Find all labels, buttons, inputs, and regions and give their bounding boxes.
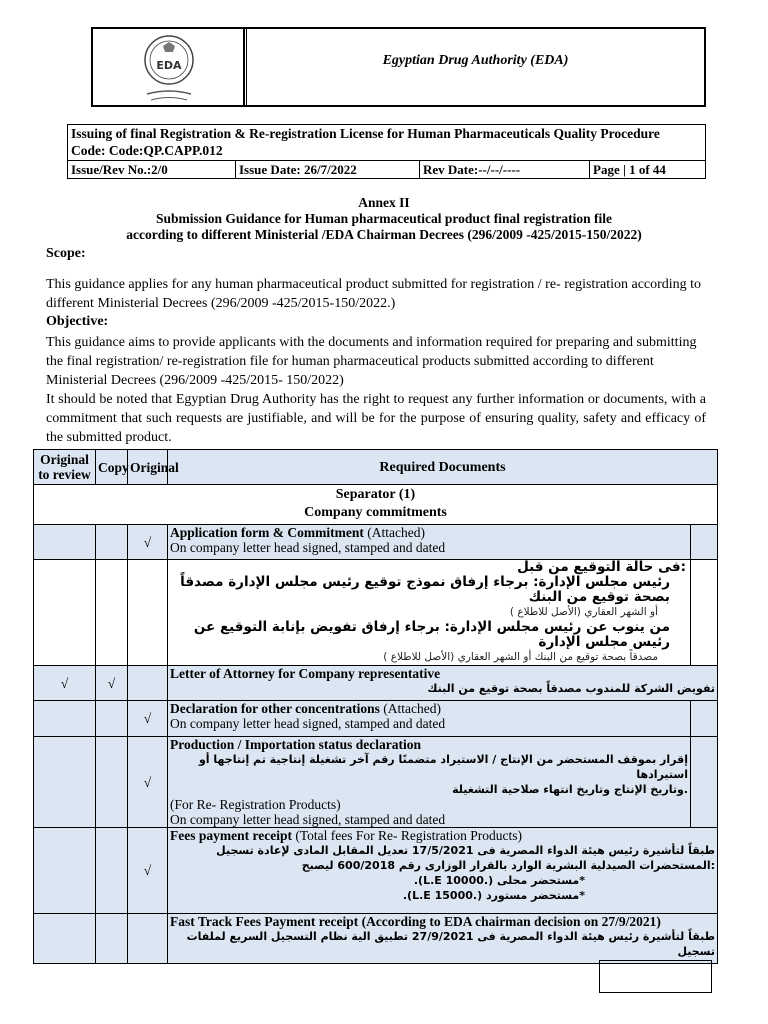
issue-date: Issue Date: 26/7/2022 — [235, 161, 419, 178]
annex-title-1: Submission Guidance for Human pharmaceutical product final registration file — [155, 211, 613, 226]
doc-title: Fast Track Fees Payment receipt (According to EDA chairman decision on 27/9/2021) — [170, 914, 661, 929]
col-required: Required Documents — [168, 450, 718, 485]
check-mark: √ — [96, 666, 128, 701]
procedure-title: Issuing of final Registration & Re-registration License for Human Pharmaceuticals Quality Procedure — [71, 126, 660, 141]
table-row — [34, 666, 718, 701]
scope-text: This guidance applies for any human pharmaceutical product submitted for registration / re- registration according to different Ministerial Decrees (296/2009 -425/2015-150/2022.) — [46, 277, 702, 311]
annex-label: Annex II — [358, 195, 410, 210]
doc-title: Fees payment receipt — [170, 828, 292, 843]
authority-name: Egyptian Drug Authority (EDA) — [382, 53, 569, 68]
check-mark: √ — [128, 701, 168, 737]
procedure-code: Code: Code:QP.CAPP.012 — [71, 143, 223, 158]
col-original: Original — [128, 450, 168, 485]
required-documents-table — [33, 449, 718, 964]
col-original-review: Original to review — [34, 450, 96, 485]
table-row: √ Production / Importation status declaration إقرار بموقف المستحضر من الإنتاج / الاستيراد متضمنًا رقم آخر تشغيلة إنتاجية تم إنتاجها أو استيرادها .وتاريخ الإنتاج وتاريخ انتهاء صلاحية التشغيلة (For Re- Registration Products) On company letter head signed, stamped and dated — [34, 737, 718, 828]
objective-heading: Objective: — [46, 314, 109, 329]
table-row: :فى حالة التوقيع من قبل رئيس مجلس الإدارة: برجاء إرفاق نموذج توقيع رئيس مجلس الإدارة مصدقاً بصحة توقيع من البنك أو الشهر العقاري (الأصل للاطلاع ) من ينوب عن رئيس مجلس الإدارة: برجاء إرفاق تفويض بإنابة التوقيع عن رئيس مجلس الإدارة مصدقاً بصحة توقيع من البنك أو الشهر العقاري (الأصل للاطلاع ) — [34, 560, 718, 666]
scope-heading: Scope: — [46, 246, 86, 261]
annex-title-2: according to different Ministerial /EDA Chairman Decrees (296/2009 -425/2015-150/2022) — [126, 227, 642, 242]
svg-text:EDA: EDA — [156, 59, 182, 72]
arabic-item: من ينوب عن رئيس مجلس الإدارة: برجاء إرفاق تفويض بإنابة التوقيع عن رئيس مجلس الإدارة — [193, 619, 670, 650]
check-mark: √ — [128, 828, 168, 914]
objective-text: This guidance aims to provide applicants with the documents and information required for preparing and submitting the final registration/ re-registration file for human pharmaceutical products submitted according to different Ministerial Decrees (296/2009 -425/2015- 150/2022) — [46, 335, 697, 388]
arabic-note: تفويض الشركة للمندوب مصدقاً بصحة توقيع من البنك — [427, 682, 715, 695]
table-row: √ Application form & Commitment (Attached) On company letter head signed, stamped and dated — [34, 525, 718, 560]
page-number: Page | 1 of 44 — [589, 161, 705, 178]
doc-note: On company letter head signed, stamped and dated — [170, 716, 446, 731]
document-header — [91, 27, 706, 107]
doc-note: On company letter head signed, stamped and dated — [170, 540, 446, 555]
col-copy: Copy — [96, 450, 128, 485]
doc-note: On company letter head signed, stamped and dated — [170, 812, 446, 827]
arabic-item: رئيس مجلس الإدارة: برجاء إرفاق نموذج توقيع رئيس مجلس الإدارة مصدقاً بصحة توقيع من البنك — [180, 574, 670, 605]
table-header-row — [34, 450, 718, 485]
separator-title: Separator (1) — [335, 487, 416, 502]
check-mark: √ — [128, 525, 168, 560]
table-row: Fast Track Fees Payment receipt (According to EDA chairman decision on 27/9/2021) طبقاً لتأشيرة رئيس هيئة الدواء المصرية فى 27/9/2021 تطبيق الية نظام التسجيل السريع لملفات تسجيل — [34, 914, 718, 964]
objective-note: It should be noted that Egyptian Drug Authority has the right to request any further information or documents, with a commitment that such requests are justifiable, and will be for the purpose of ensuring quality, safety and efficacy of the submitted product. — [46, 392, 706, 445]
table-row: √ Declaration for other concentrations (Attached) On company letter head signed, stamped and dated — [34, 701, 718, 737]
doc-title: Declaration for other concentrations — [170, 701, 380, 716]
separator-row — [34, 485, 718, 525]
issue-rev: Issue/Rev No.:2/0 — [71, 162, 168, 177]
doc-title: Letter of Attorney for Company representative — [170, 666, 441, 681]
eda-logo — [133, 32, 205, 104]
table-row: √ Fees payment receipt (Total fees For Re- Registration Products) طبقاً لتأشيرة رئيس هيئة الدواء المصرية فى 17/5/2021 تعديل المقابل المادى لإعادة تسجيل :المستحضرات الصيدلية البشرية الوارد بالقرار الوزارى رقم 600/2018 ليصبح *مستحضر محلى (.L.E 10000). *مستحضر مستورد (.L.E 15000). — [34, 828, 718, 914]
check-mark: √ — [128, 737, 168, 828]
footer-box — [599, 960, 712, 993]
doc-title: Application form & Commitment — [170, 525, 364, 540]
doc-title: Production / Importation status declaration — [170, 737, 422, 752]
check-mark: √ — [34, 666, 96, 701]
procedure-box — [67, 124, 706, 179]
arabic-heading: :فى حالة التوقيع من قبل — [517, 559, 686, 575]
rev-date: Rev Date:--/--/---- — [419, 161, 589, 178]
separator-subtitle: Company commitments — [304, 505, 447, 520]
